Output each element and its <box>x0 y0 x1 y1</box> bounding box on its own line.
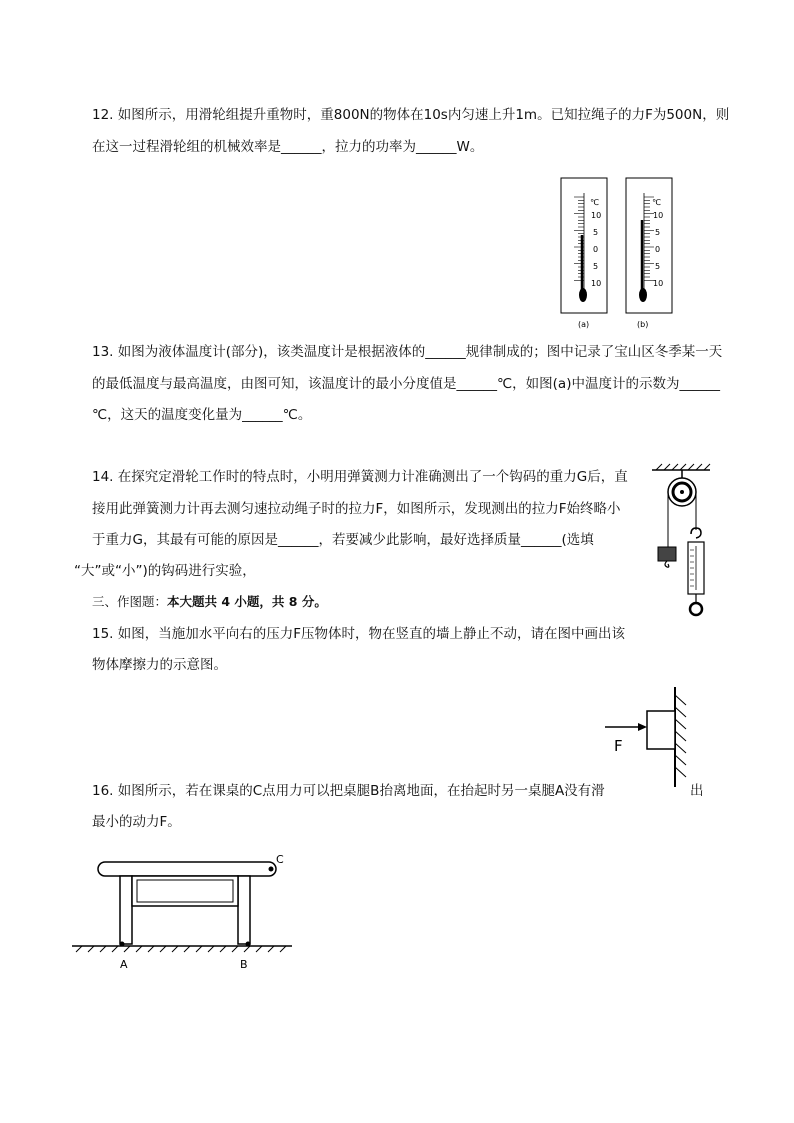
thermometer-b-tick-1: 10 <box>653 211 664 220</box>
section-3-prefix: 三、作图题： <box>92 594 168 609</box>
label-a: A <box>120 958 128 971</box>
q14-line-4: “大”或“小”)的钩码进行实验， <box>74 563 256 579</box>
thermometer-a-tick-4: 5 <box>593 262 599 271</box>
section-3-heading <box>92 592 327 610</box>
q16-line-1 <box>92 779 605 799</box>
q13-line-3: ℃，这天的温度变化量为______℃。 <box>92 407 312 423</box>
label-b: B <box>240 958 248 971</box>
q12-line-1: 12. 如图所示，用滑轮组提升重物时，重800N的物体在10s内匀速上升1m。已知拉绳子的力F为500N，则 <box>92 107 730 123</box>
q14-line-2: 接用此弹簧测力计再去测匀速拉动绳子时的拉力F，如图所示，发现测出的拉力F始终略小 <box>92 501 621 517</box>
q16-line-2: 最小的动力F。 <box>92 814 181 830</box>
thermometer-b-caption: (b) <box>637 320 649 329</box>
q13-line-1: 13. 如图为液体温度计(部分)，该类温度计是根据液体的______规律制成的；图中记录了宝山区冬季某一天 <box>92 344 723 360</box>
thermometer-a-tick-3: 0 <box>593 245 599 254</box>
thermometer-a-tick-1: 10 <box>591 211 602 220</box>
thermometers-figure <box>558 175 678 335</box>
section-3-bold: 本大题共 4 小题，共 8 分。 <box>167 594 327 609</box>
force-label-f: F <box>614 737 623 755</box>
pulley-figure <box>648 462 718 622</box>
thermometer-a-tick-5: 10 <box>591 279 602 288</box>
thermometer-b-tick-2: 5 <box>655 228 661 237</box>
q15-line-2: 物体摩擦力的示意图。 <box>92 657 227 673</box>
thermometer-b-tick-4: 5 <box>655 262 661 271</box>
thermometer-a <box>561 178 607 329</box>
q16-line-1-end: 出 <box>690 783 704 799</box>
q16-line-1a: 16. 如图所示，若在课桌的C点用力可以把桌腿B抬离地面，在抬起时另一桌腿A没有滑 <box>92 783 605 799</box>
thermometer-a-caption: (a) <box>578 320 590 329</box>
thermometer-b-unit: ℃ <box>652 198 661 207</box>
thermometer-b-tick-3: 0 <box>655 245 661 254</box>
q14-line-3: 于重力G，其最有可能的原因是______，若要减少此影响，最好选择质量______(选填 <box>92 532 594 548</box>
thermometer-a-tick-2: 5 <box>593 228 599 237</box>
label-c: C <box>276 853 284 866</box>
q15-line-1: 15. 如图，当施加水平向右的压力F压物体时，物在竖直的墙上静止不动，请在图中画出该 <box>92 626 626 642</box>
wall-block-figure <box>600 685 700 790</box>
q14-line-1: 14. 在探究定滑轮工作时的特点时，小明用弹簧测力计准确测出了一个钩码的重力G后，直 <box>92 469 628 485</box>
q13-line-2: 的最低温度与最高温度，由图可知，该温度计的最小分度值是______℃，如图(a)中温度计的示数为______ <box>92 376 720 392</box>
q12-line-2: 在这一过程滑轮组的机械效率是______，拉力的功率为______W。 <box>92 139 484 155</box>
thermometer-a-unit: ℃ <box>590 198 599 207</box>
thermometer-b-tick-5: 10 <box>653 279 664 288</box>
desk-figure <box>70 850 300 975</box>
thermometer-b <box>626 178 672 329</box>
